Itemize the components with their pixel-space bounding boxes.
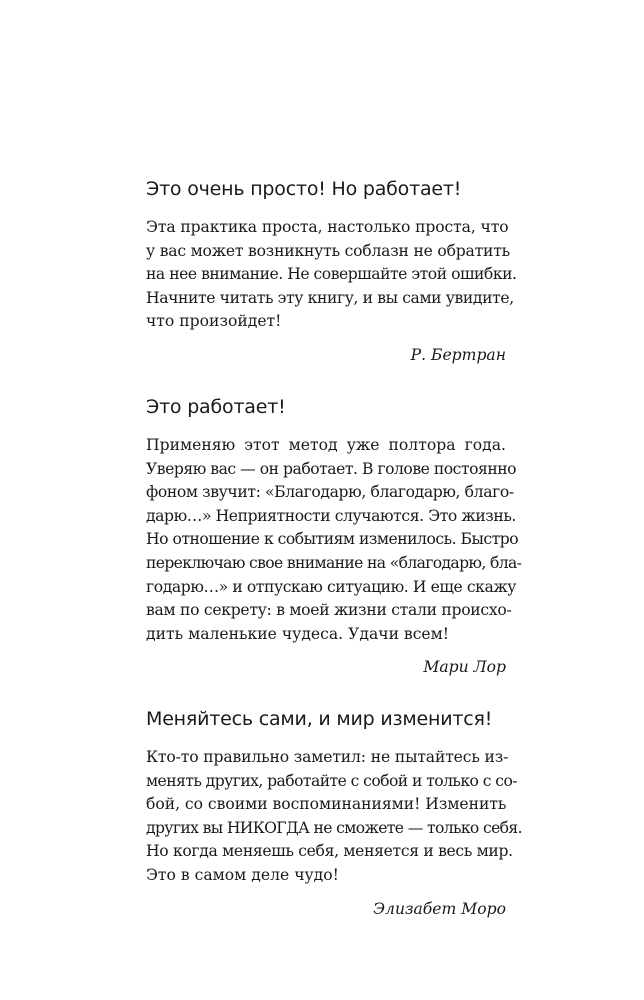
review-author: Мари Лор: [423, 658, 506, 677]
review-text-line: бой, со своими воспоминаниями! Изменить: [146, 795, 507, 814]
review-text-line: фоном звучит: «Благодарю, благодарю, благо-: [146, 483, 514, 502]
review-body: [146, 746, 522, 888]
review-text-line: Кто-то правильно заметил: не пытайтесь из-: [146, 748, 509, 766]
review-1: [146, 176, 517, 366]
review-text-line: Уверяю вас — он работает. В голове постоянно: [146, 459, 517, 478]
review-text-line: менять других, работайте с собой и только с со-: [146, 771, 517, 790]
review-title: Меняйтесь сами, и мир изменится!: [146, 708, 493, 730]
review-body: [146, 216, 517, 334]
review-title: Это очень просто! Но работает!: [146, 178, 462, 200]
review-3: [146, 706, 522, 920]
review-text-line: Эта практика проста, настолько проста, что: [146, 218, 509, 236]
review-text-line: Начните читать эту книгу, и вы сами увидите,: [146, 288, 514, 307]
review-text-line: вам по секрету: в моей жизни стали происхо-: [146, 601, 512, 620]
review-text-line: дить маленькие чудеса. Удачи всем!: [146, 624, 450, 643]
review-text-line: других вы НИКОГДА не сможете — только себя.: [146, 818, 522, 837]
review-2: [146, 394, 522, 678]
review-text-line: годарю…» и отпускаю ситуацию. И еще скажу: [146, 577, 517, 596]
review-text-line: дарю…» Неприятности случаются. Это жизнь.: [146, 506, 516, 525]
review-text-line: у вас может возникнуть соблазн не обратить: [146, 241, 510, 260]
review-text-line: Но когда меняешь себя, меняется и весь мир.: [146, 842, 513, 861]
review-author: Р. Бертран: [410, 345, 506, 364]
review-body: [146, 434, 522, 646]
review-text-line: Но отношение к событиям изменилось. Быстро: [146, 530, 519, 549]
review-title: Это работает!: [146, 396, 286, 418]
review-text-line: Применяю этот метод уже полтора года.: [146, 436, 506, 454]
review-text-line: Это в самом деле чудо!: [146, 865, 339, 884]
review-text-line: что произойдет!: [146, 312, 282, 331]
review-text-line: переключаю свое внимание на «благодарю, бла-: [146, 553, 522, 572]
review-author: Элизабет Моро: [373, 899, 506, 918]
review-text-line: на нее внимание. Не совершайте этой ошибки.: [146, 265, 517, 284]
